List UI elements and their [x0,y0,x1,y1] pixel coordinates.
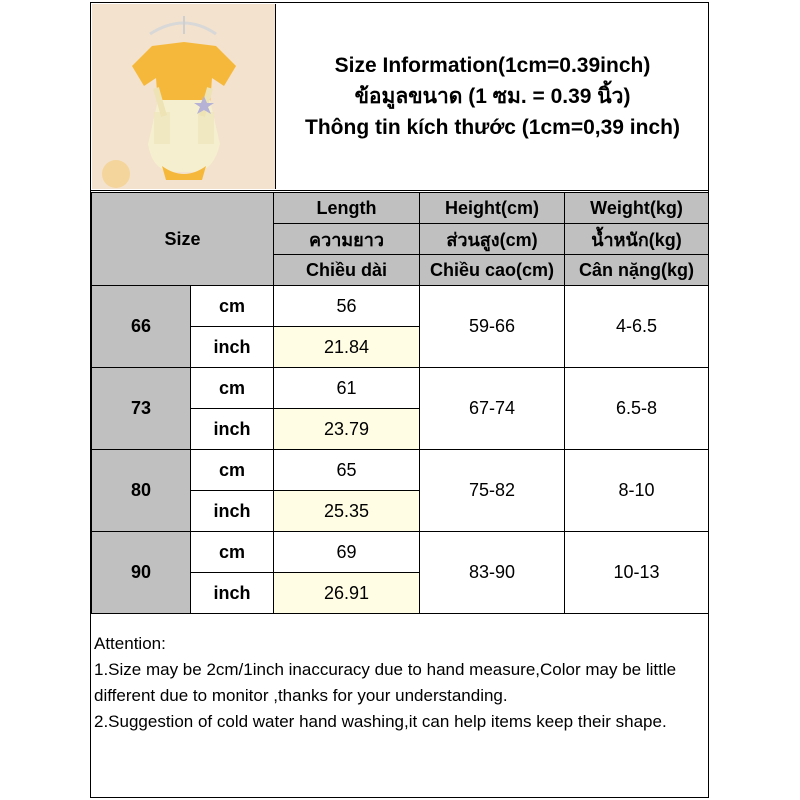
unit-inch: inch [191,491,274,532]
baby-romper-image [92,4,275,189]
attention-note-2: 2.Suggestion of cold water hand washing,it can help items keep their shape. [94,712,667,731]
length-inch: 21.84 [274,327,420,368]
table-row [92,286,709,327]
height-range: 59-66 [420,286,565,368]
header-height-en: Height(cm) [420,193,565,224]
weight-range: 6.5-8 [565,368,709,450]
length-inch: 25.35 [274,491,420,532]
size-table [91,192,709,614]
size-chart-sheet [90,2,709,798]
info-line-thai: ข้อมูลขนาด (1 ซม. = 0.39 นิ้ว) [354,85,631,108]
header-length-vi: Chiều dài [274,255,420,286]
size-value: 73 [92,368,191,450]
header-length-th: ความยาว [274,224,420,255]
unit-inch: inch [191,327,274,368]
unit-inch: inch [191,409,274,450]
attention-title: Attention: [94,634,166,653]
header-weight-th: น้ำหนัก(kg) [565,224,709,255]
header-height-vi: Chiều cao(cm) [420,255,565,286]
length-cm: 69 [274,532,420,573]
unit-cm: cm [191,532,274,573]
header-height-th: ส่วนสูง(cm) [420,224,565,255]
unit-cm: cm [191,368,274,409]
unit-cm: cm [191,450,274,491]
info-line-english: Size Information(1cm=0.39inch) [334,54,651,77]
height-range: 83-90 [420,532,565,614]
divider [91,190,708,191]
size-value: 80 [92,450,191,532]
size-information-header [277,3,708,190]
table-row [92,450,709,491]
length-inch: 26.91 [274,573,420,614]
table-row [92,368,709,409]
product-photo [92,4,276,189]
size-value: 90 [92,532,191,614]
weight-range: 8-10 [565,450,709,532]
height-range: 75-82 [420,450,565,532]
height-range: 67-74 [420,368,565,450]
header-length-en: Length [274,193,420,224]
weight-range: 10-13 [565,532,709,614]
length-cm: 65 [274,450,420,491]
weight-range: 4-6.5 [565,286,709,368]
unit-cm: cm [191,286,274,327]
attention-notes [94,631,706,735]
length-cm: 56 [274,286,420,327]
size-header: Size [92,193,274,286]
header-weight-en: Weight(kg) [565,193,709,224]
table-row [92,532,709,573]
size-value: 66 [92,286,191,368]
attention-note-1: 1.Size may be 2cm/1inch inaccuracy due to hand measure,Color may be little different due to monitor ,thanks for your understanding. [94,660,677,705]
info-line-vietnamese: Thông tin kích thước (1cm=0,39 inch) [305,116,680,139]
length-inch: 23.79 [274,409,420,450]
unit-inch: inch [191,573,274,614]
length-cm: 61 [274,368,420,409]
header-weight-vi: Cân nặng(kg) [565,255,709,286]
